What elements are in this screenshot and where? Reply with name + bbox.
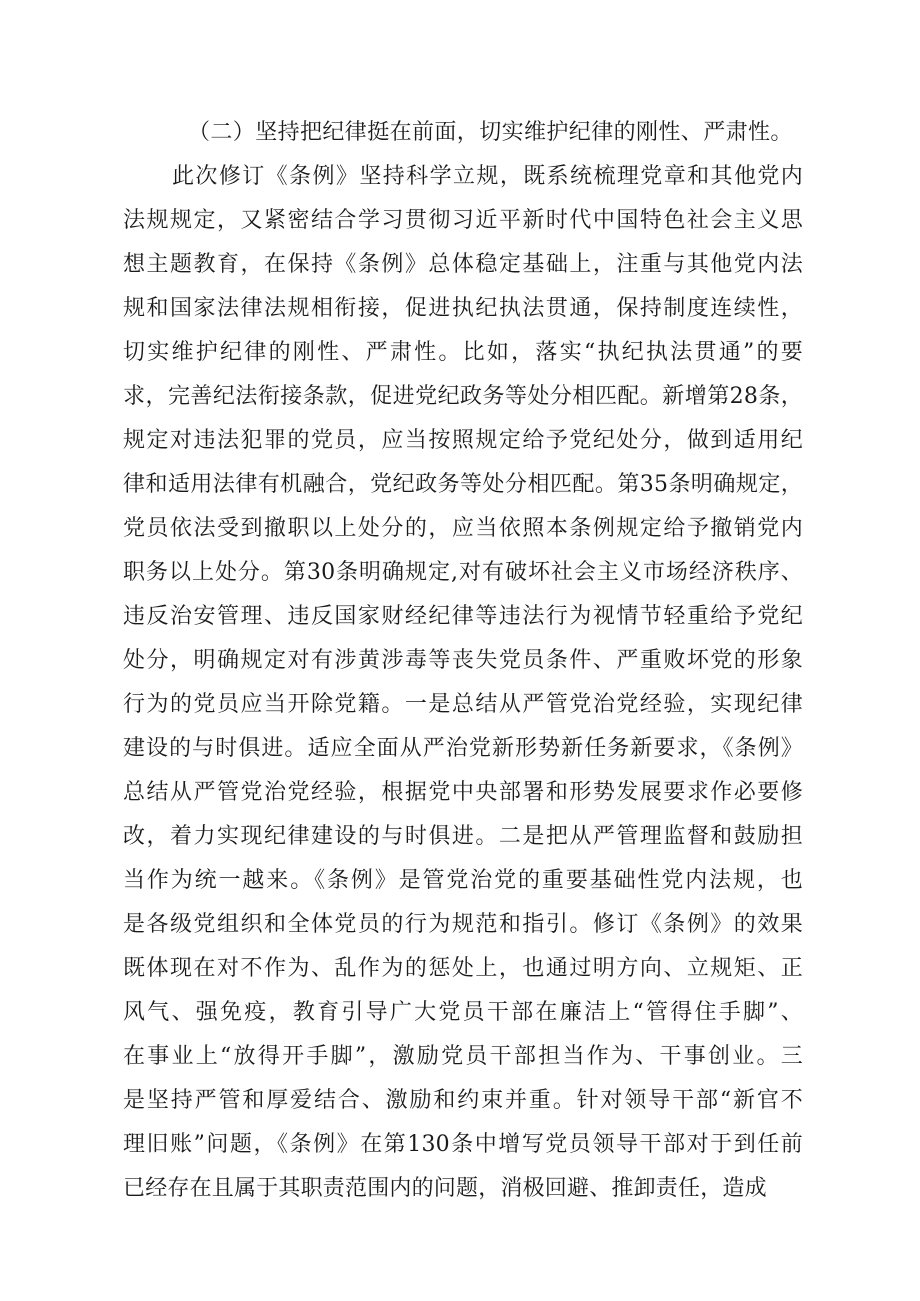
paragraph-line: 职务以上处分。第30条明确规定,对有破坏社会主义市场经济秩序、 [123,560,803,585]
section-heading: （二）坚持把纪律挺在前面，切实维护纪律的刚性、严肃性。 [188,120,793,145]
paragraph-line: 是各级党组织和全体党员的行为规范和指引。修订《条例》的效果 [123,912,803,937]
paragraph-line: 既体现在对不作为、乱作为的惩处上，也通过明方向、立规矩、正 [123,956,803,981]
paragraph-line: 建设的与时俱进。适应全面从严治党新形势新任务新要求，《条例》 [123,736,803,761]
paragraph-line: 律和适用法律有机融合，党纪政务等处分相匹配。第35条明确规定， [123,472,803,497]
paragraph-line: 想主题教育，在保持《条例》总体稳定基础上，注重与其他党内法 [123,252,803,277]
paragraph-line: 党员依法受到撤职以上处分的，应当依照本条例规定给予撤销党内 [123,516,803,541]
paragraph-line: 改，着力实现纪律建设的与时俱进。二是把从严管理监督和鼓励担 [123,824,803,849]
paragraph-line: 切实维护纪律的刚性、严肃性。比如，落实“执纪执法贯通”的要 [123,340,803,365]
paragraph-line: 违反治安管理、违反国家财经纪律等违法行为视情节轻重给予党纪 [123,604,803,629]
paragraph-line: 理旧账”问题，《条例》在第130条中增写党员领导干部对于到任前 [123,1132,803,1157]
paragraph-line: 行为的党员应当开除党籍。一是总结从严管党治党经验，实现纪律 [123,692,803,717]
paragraph-line: 求，完善纪法衔接条款，促进党纪政务等处分相匹配。新增第28条， [123,384,803,409]
paragraph-line: 规和国家法律法规相衔接，促进执纪执法贯通，保持制度连续性， [123,296,803,321]
paragraph-line: 法规规定，又紧密结合学习贯彻习近平新时代中国特色社会主义思 [123,208,803,233]
paragraph-line: 规定对违法犯罪的党员，应当按照规定给予党纪处分，做到适用纪 [123,428,803,453]
paragraph-line: 在事业上“放得开手脚”，激励党员干部担当作为、干事创业。三 [123,1044,803,1069]
paragraph-line: 此次修订《条例》坚持科学立规，既系统梳理党章和其他党内 [172,164,803,189]
paragraph-line: 处分，明确规定对有涉黄涉毒等丧失党员条件、严重败坏党的形象 [123,648,803,673]
paragraph-line: 风气、强免疫，教育引导广大党员干部在廉洁上“管得住手脚”、 [123,1000,803,1025]
paragraph-line: 是坚持严管和厚爱结合、激励和约束并重。针对领导干部“新官不 [123,1088,803,1113]
paragraph-line: 总结从严管党治党经验，根据党中央部署和形势发展要求作必要修 [123,780,803,805]
paragraph-line: 已经存在且属于其职责范围内的问题，消极回避、推卸责任，造成 [123,1176,767,1201]
paragraph-line: 当作为统一越来。《条例》是管党治党的重要基础性党内法规，也 [123,868,803,893]
